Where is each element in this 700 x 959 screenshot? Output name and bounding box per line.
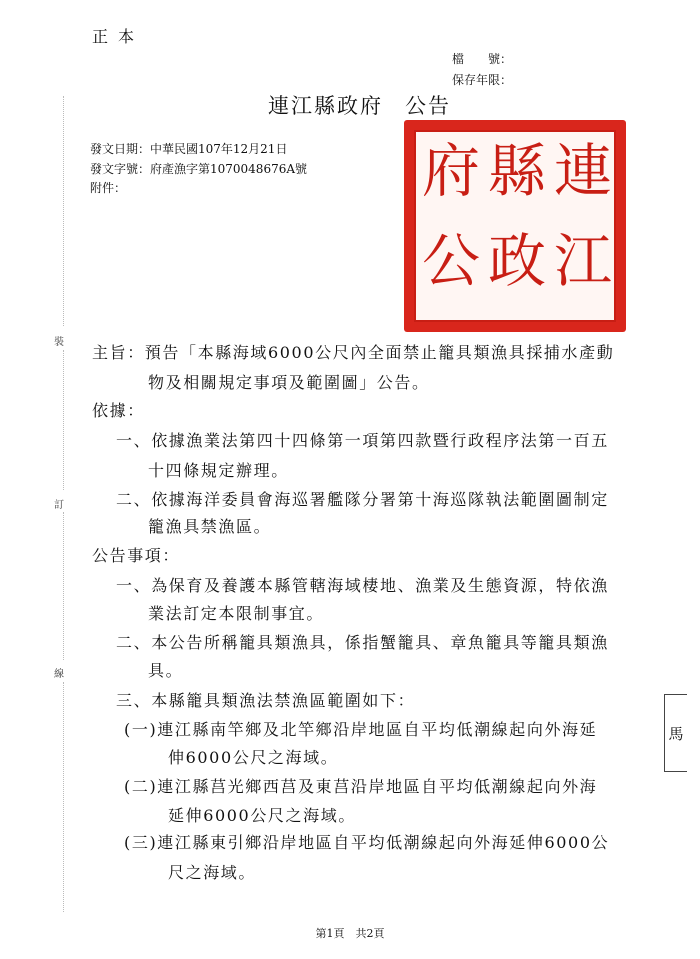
binding-dotted-line	[63, 682, 64, 912]
binding-mark-bind: 裝	[54, 337, 64, 348]
copy-mark: 正本	[92, 27, 145, 46]
notice-item: 三、本縣籠具類漁法禁漁區範圍如下：	[116, 691, 416, 710]
binding-mark-staple: 訂	[54, 500, 64, 511]
notice-subitem: 伸6000公尺之海域。	[168, 748, 339, 767]
file-number-label: 檔 號：	[452, 52, 513, 66]
official-seal	[404, 120, 626, 332]
notice-heading: 公告事項：	[92, 546, 181, 565]
notice-item: 二、本公告所稱籠具類漁具，係指蟹籠具、章魚籠具等籠具類漁	[116, 633, 609, 652]
issuing-organization: 連江縣政府	[268, 94, 383, 118]
seal-char: 縣	[488, 137, 547, 205]
subject-line: 主旨：預告「本縣海域6000公尺內全面禁止籠具類漁具採捕水產動	[92, 343, 615, 362]
binding-dotted-line	[63, 96, 64, 326]
notice-item: 業法訂定本限制事宜。	[148, 604, 325, 623]
binding-dotted-line	[63, 512, 64, 660]
notice-subitem: (一)連江縣南竿鄉及北竿鄉沿岸地區自平均低潮線起向外海延	[124, 720, 598, 739]
notice-subitem: (三)連江縣東引鄉沿岸地區自平均低潮線起向外海延伸6000公	[124, 833, 610, 852]
document-type: 公告	[405, 94, 451, 118]
seal-char: 連	[554, 137, 613, 205]
notice-item: 一、為保育及養護本縣管轄海域棲地、漁業及生態資源，特依漁	[116, 576, 609, 595]
basis-item: 一、依據漁業法第四十四條第一項第四款暨行政程序法第一百五	[116, 431, 609, 450]
basis-heading: 依據：	[92, 401, 145, 420]
retention-period-label: 保存年限：	[452, 73, 513, 87]
notice-subitem: (二)連江縣莒光鄉西莒及東莒沿岸地區自平均低潮線起向外海	[124, 777, 598, 796]
document-number: 發文字號：府產漁字第1070048676A號	[90, 162, 308, 176]
basis-item: 二、依據海洋委員會海巡署艦隊分署第十海巡隊執法範圍圖制定	[116, 490, 609, 509]
notice-subitem: 尺之海域。	[168, 863, 257, 882]
seal-char: 府	[422, 137, 481, 205]
seal-char: 江	[554, 227, 613, 295]
notice-item: 具。	[148, 661, 184, 680]
notice-subitem: 延伸6000公尺之海域。	[168, 806, 356, 825]
side-tab: 馬	[664, 694, 687, 772]
attachment-label: 附件：	[90, 181, 127, 195]
binding-mark-line: 線	[54, 669, 64, 680]
seal-char: 公	[422, 227, 481, 295]
seal-char: 政	[488, 227, 547, 295]
document-title	[268, 90, 451, 120]
page-number: 第1頁 共2頁	[315, 927, 385, 940]
subject-line: 物及相關規定事項及範圍圖」公告。	[148, 373, 430, 392]
issue-date: 發文日期：中華民國107年12月21日	[90, 142, 288, 156]
basis-item: 十四條規定辦理。	[148, 461, 289, 480]
basis-item: 籠漁具禁漁區。	[148, 517, 272, 536]
binding-dotted-line	[63, 350, 64, 490]
